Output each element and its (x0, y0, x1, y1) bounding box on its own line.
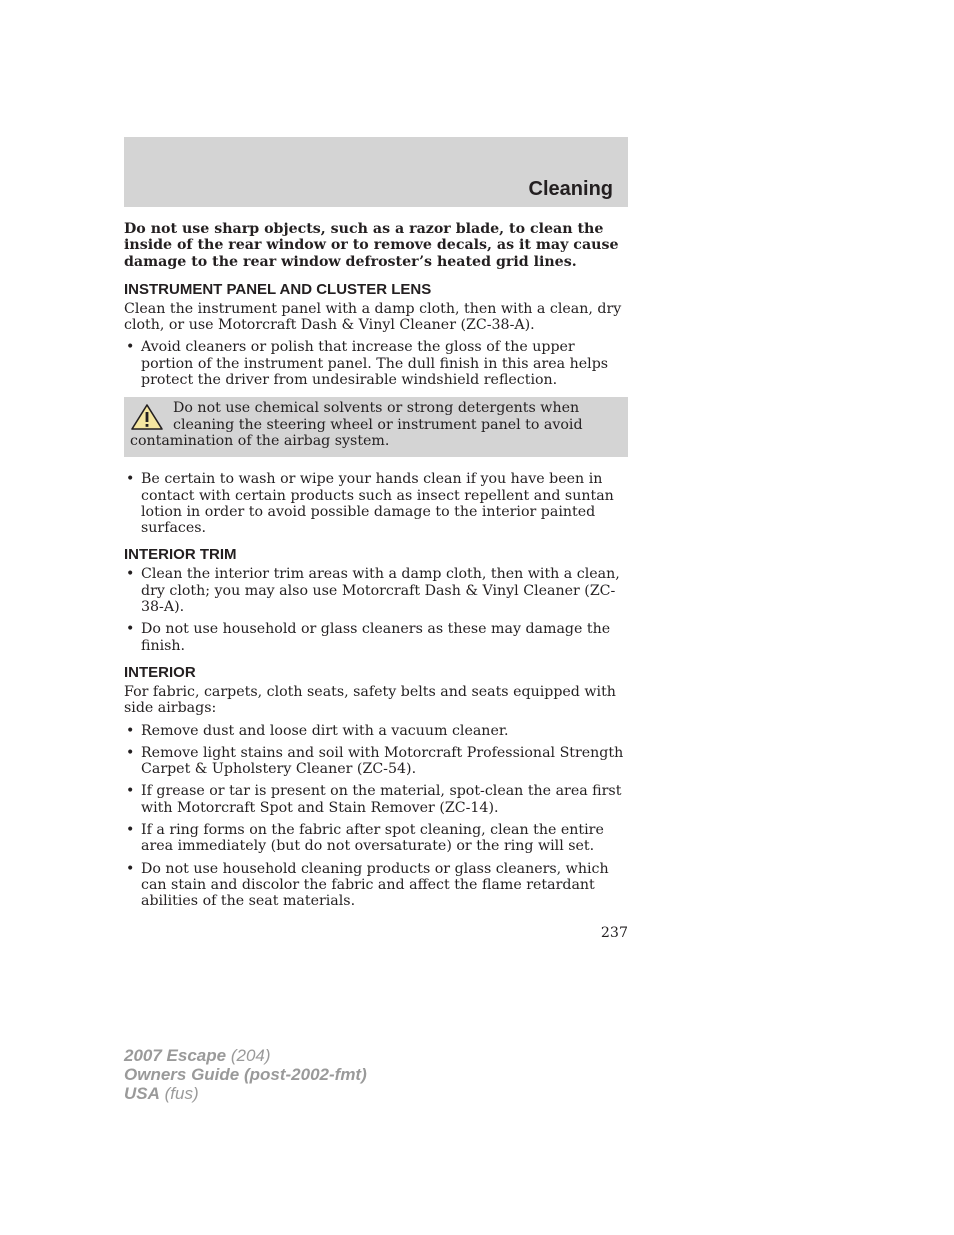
footer-line-1 (124, 1046, 367, 1065)
footer-market-code: (fus) (164, 1084, 199, 1103)
list-item: • If a ring forms on the fabric after spot cleaning, clean the entire area immediately (but do not oversaturate) or the ring will set. (124, 822, 628, 855)
page-content (124, 221, 628, 916)
footer-model: 2007 Escape (124, 1046, 227, 1065)
section-header-band (124, 137, 628, 207)
document-footer (124, 1046, 367, 1103)
instrument-panel-body: Clean the instrument panel with a damp cloth, then with a clean, dry cloth, or use Motorcraft Dash & Vinyl Cleaner (ZC-38-A). (124, 300, 622, 334)
section-title: Cleaning (528, 178, 613, 200)
footer-line-3 (124, 1084, 367, 1103)
interior-trim-list (124, 566, 628, 653)
instrument-panel-list-1 (124, 339, 628, 388)
heading-interior: INTERIOR (124, 663, 196, 681)
heading-interior-trim: INTERIOR TRIM (124, 546, 237, 564)
list-item: • Be certain to wash or wipe your hands clean if you have been in contact with certain products such as insect repellent and suntan lotion in order to avoid possible damage to the interior painted surfaces. (124, 471, 628, 536)
list-item: • Remove light stains and soil with Motorcraft Professional Strength Carpet & Upholstery Cleaner (ZC-54). (124, 745, 628, 778)
list-item: • Do not use household cleaning products or glass cleaners, which can stain and discolor the fabric and affect the flame retardant abilities of the seat materials. (124, 861, 628, 910)
warning-triangle-icon (130, 403, 164, 431)
interior-body: For fabric, carpets, cloth seats, safety belts and seats equipped with side airbags: (124, 683, 616, 717)
footer-model-code: (204) (230, 1046, 271, 1065)
footer-market: USA (124, 1084, 160, 1103)
caution-box (124, 397, 628, 457)
list-item: • Remove dust and loose dirt with a vacuum cleaner. (124, 723, 628, 739)
list-item: • Clean the interior trim areas with a damp cloth, then with a clean, dry cloth; you may also use Motorcraft Dash & Vinyl Cleaner (ZC-38-A). (124, 566, 628, 615)
instrument-panel-list-2 (124, 471, 628, 536)
heading-instrument-panel: INSTRUMENT PANEL AND CLUSTER LENS (124, 280, 432, 298)
interior-list (124, 723, 628, 910)
rear-window-warning: Do not use sharp objects, such as a razor blade, to clean the inside of the rear window or to remove decals, as it may cause damage to the rear window defroster’s heated grid lines. (124, 221, 619, 270)
list-item: • Do not use household or glass cleaners as these may damage the finish. (124, 621, 628, 654)
caution-text: Do not use chemical solvents or strong detergents when cleaning the steering wheel or instrument panel to avoid contamination of the airbag system. (130, 400, 583, 449)
list-item: • If grease or tar is present on the material, spot-clean the area first with Motorcraft Spot and Stain Remover (ZC-14). (124, 783, 628, 816)
page-number: 237 (600, 925, 628, 941)
footer-line-2 (124, 1065, 367, 1084)
footer-guide: Owners Guide (post-2002-fmt) (124, 1065, 367, 1084)
list-item: • Avoid cleaners or polish that increase the gloss of the upper portion of the instrument panel. The dull finish in this area helps protect the driver from undesirable windshield reflection. (124, 339, 628, 388)
